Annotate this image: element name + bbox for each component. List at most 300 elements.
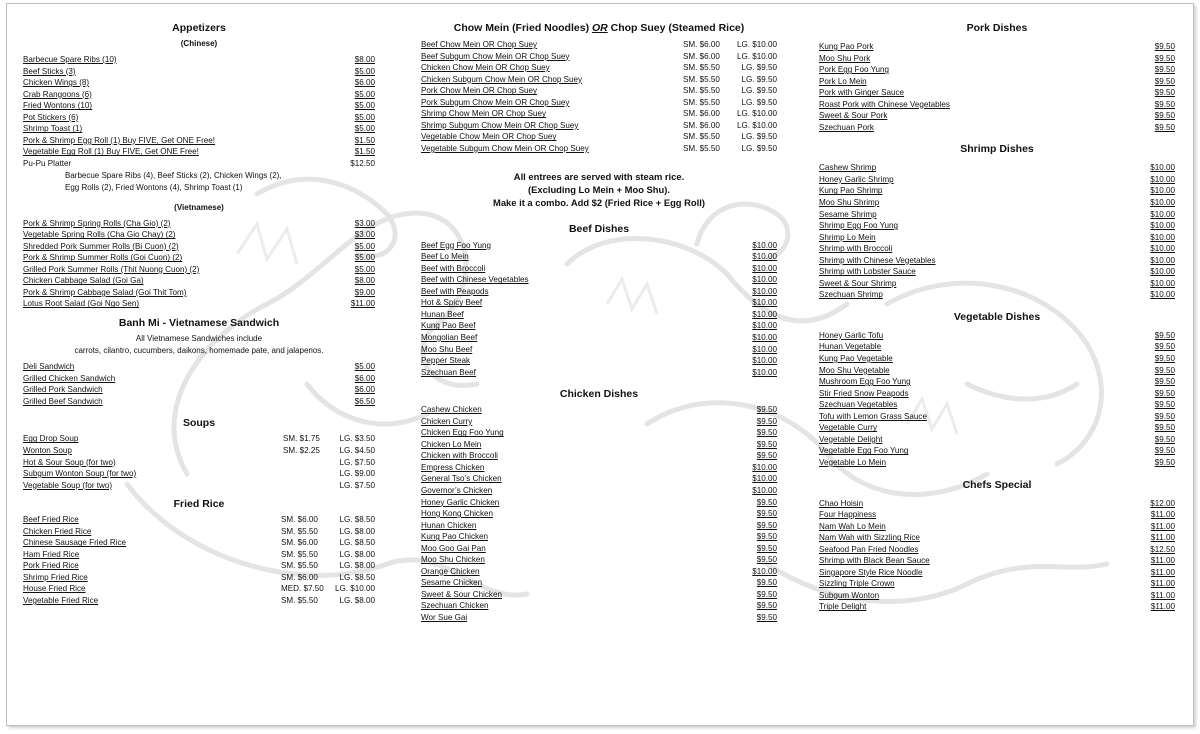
menu-item-row bbox=[819, 544, 1175, 556]
menu-item-small-price: SM. $5.50 bbox=[281, 526, 318, 536]
menu-item-row bbox=[421, 355, 777, 367]
menu-item-row bbox=[23, 572, 375, 584]
menu-item-price: $9.50 bbox=[1154, 354, 1175, 364]
entrees-note bbox=[421, 171, 777, 209]
menu-item-small-price: MED. $7.50 bbox=[281, 584, 324, 594]
menu-item-row bbox=[23, 583, 375, 595]
menu-item-name: Vegetable Chow Mein OR Chop Suey bbox=[421, 132, 557, 142]
menu-item-row bbox=[819, 399, 1175, 411]
menu-item-row bbox=[819, 376, 1175, 388]
menu-item-row bbox=[819, 521, 1175, 533]
menu-item-row bbox=[819, 411, 1175, 423]
menu-item-price: $10.00 bbox=[1150, 186, 1175, 196]
menu-item-name: Kung Pao Pork bbox=[819, 42, 874, 51]
menu-item-price: $10.00 bbox=[752, 332, 777, 342]
menu-item-price: $9.50 bbox=[1154, 42, 1175, 51]
menu-item-price: $5.00 bbox=[354, 362, 375, 372]
menu-item-small-price: SM. $5.50 bbox=[281, 595, 318, 605]
menu-item-name: Roast Pork with Chinese Vegetables bbox=[819, 99, 950, 109]
menu-item-row bbox=[23, 445, 375, 457]
menu-item-price: $10.00 bbox=[752, 321, 777, 331]
menu-item-name: Beef Egg Foo Yung bbox=[421, 240, 492, 250]
menu-item-price: $5.00 bbox=[354, 66, 375, 76]
menu-item-row bbox=[819, 41, 1175, 53]
menu-item-row bbox=[421, 332, 777, 344]
menu-item-row bbox=[421, 263, 777, 275]
menu-item-price: $11.00 bbox=[1150, 556, 1175, 566]
menu-item-small-price: SM. $5.50 bbox=[683, 63, 720, 73]
menu-item-name: Chicken Lo Mein bbox=[421, 439, 482, 449]
vegetable-title: Vegetable Dishes bbox=[953, 310, 1041, 323]
menu-item-large-price: LG. $9.50 bbox=[741, 74, 777, 84]
menu-item-row bbox=[819, 87, 1175, 99]
chow-mein-title bbox=[421, 21, 777, 35]
menu-item-name: Chicken Egg Foo Yung bbox=[421, 428, 504, 438]
platter-note-line: Barbecue Spare Ribs (4), Beef Sticks (2), Chicken Wings (2), bbox=[65, 171, 282, 181]
menu-item-row bbox=[819, 122, 1175, 134]
menu-item-name: Beef Sticks (3) bbox=[23, 66, 76, 76]
menu-item-row bbox=[819, 601, 1175, 613]
menu-item-row bbox=[23, 433, 375, 445]
menu-item-name: Fried Wontons (10) bbox=[23, 101, 93, 111]
menu-item-row bbox=[23, 135, 375, 147]
menu-item-price: $9.50 bbox=[756, 520, 777, 530]
menu-item-small-price: SM. $5.50 bbox=[683, 132, 720, 142]
menu-item-row bbox=[421, 577, 777, 589]
menu-item-large-price: LG. $10.00 bbox=[736, 51, 777, 61]
menu-item-price: $5.00 bbox=[354, 124, 375, 134]
menu-item-large-price: LG. $9.50 bbox=[741, 132, 777, 142]
menu-item-price: $12.00 bbox=[1150, 498, 1175, 508]
menu-page bbox=[6, 3, 1194, 726]
vietnamese-subheading: (Vietnamese) bbox=[174, 202, 224, 212]
menu-item-row bbox=[819, 353, 1175, 365]
menu-item-price: $9.50 bbox=[1154, 400, 1175, 410]
menu-item-name: Governor’s Chicken bbox=[421, 485, 493, 495]
menu-item-name: Empress Chicken bbox=[421, 462, 485, 472]
menu-item-name: Cashew Shrimp bbox=[819, 163, 877, 173]
menu-item-price: $10.00 bbox=[752, 309, 777, 319]
menu-item-name: Beef with Chinese Vegetables bbox=[421, 275, 529, 285]
menu-item-name: Moo Shu Chicken bbox=[421, 555, 485, 565]
menu-item-name: General Tso’s Chicken bbox=[421, 474, 502, 484]
menu-item-price: $12.50 bbox=[350, 158, 375, 168]
menu-item-price: $11.00 bbox=[1150, 602, 1175, 612]
menu-item-price: $9.50 bbox=[1154, 111, 1175, 121]
menu-item-price: $5.00 bbox=[354, 89, 375, 99]
banh-mi-note-line: All Vietnamese Sandwiches include bbox=[135, 334, 263, 344]
menu-item-large-price: LG. $9.50 bbox=[741, 63, 777, 73]
menu-item-name: Honey Garlic Shrimp bbox=[819, 174, 894, 184]
menu-item-price: $10.00 bbox=[1150, 278, 1175, 288]
menu-item-row bbox=[421, 566, 777, 578]
menu-item-large-price: LG. $7.50 bbox=[339, 480, 375, 490]
menu-item-price: $6.00 bbox=[354, 78, 375, 88]
menu-item-row bbox=[23, 537, 375, 549]
menu-item-name: Moo Shu Shrimp bbox=[819, 198, 880, 208]
menu-item-row bbox=[421, 320, 777, 332]
menu-item-row bbox=[819, 457, 1175, 469]
menu-item-large-price: LG. $7.50 bbox=[339, 457, 375, 467]
menu-item-row bbox=[421, 600, 777, 612]
menu-item-large-price: LG. $10.00 bbox=[736, 40, 777, 49]
menu-item-price: $10.00 bbox=[752, 286, 777, 296]
menu-item-name: Pork Lo Mein bbox=[819, 76, 867, 86]
menu-item-name: Grilled Pork Sandwich bbox=[23, 385, 103, 395]
menu-item-small-price: SM. $2.25 bbox=[283, 445, 320, 455]
menu-item-price: $9.50 bbox=[756, 543, 777, 553]
menu-item-price: $9.50 bbox=[1154, 76, 1175, 86]
menu-item-name: Mushroom Egg Foo Yung bbox=[819, 377, 911, 387]
shrimp-title: Shrimp Dishes bbox=[960, 143, 1034, 156]
menu-item-price: $11.00 bbox=[1150, 590, 1175, 600]
menu-item-row bbox=[421, 543, 777, 555]
menu-item-row bbox=[819, 388, 1175, 400]
menu-item-price: $9.50 bbox=[1154, 88, 1175, 98]
menu-column-right bbox=[819, 21, 1175, 613]
menu-item-price: $10.00 bbox=[752, 344, 777, 354]
menu-item-row bbox=[421, 51, 777, 63]
menu-item-row bbox=[23, 112, 375, 124]
menu-item-name: Kung Pao Chicken bbox=[421, 532, 489, 542]
menu-item-row bbox=[421, 251, 777, 263]
banh-mi-note bbox=[23, 333, 375, 356]
menu-item-row bbox=[819, 555, 1175, 567]
menu-item-row bbox=[421, 97, 777, 109]
menu-item-price: $9.50 bbox=[1154, 446, 1175, 456]
menu-item-price: $10.00 bbox=[1150, 221, 1175, 231]
menu-item-price: $3.00 bbox=[354, 218, 375, 228]
menu-item-price: $9.50 bbox=[1154, 457, 1175, 467]
menu-item-price: $10.00 bbox=[752, 298, 777, 308]
menu-item-name: Triple Delight bbox=[819, 602, 867, 612]
menu-item-row bbox=[819, 64, 1175, 76]
menu-item-price: $10.00 bbox=[1150, 198, 1175, 208]
menu-item-name: Vegetable Spring Rolls (Cha Gio Chay) (2) bbox=[23, 230, 176, 240]
menu-item-row bbox=[819, 341, 1175, 353]
menu-item-price: $3.00 bbox=[354, 230, 375, 240]
menu-item-large-price: LG. $9.50 bbox=[741, 143, 777, 153]
menu-item-name: Vegetable Egg Foo Yung bbox=[819, 446, 909, 456]
menu-item-price: $9.50 bbox=[1154, 434, 1175, 444]
menu-item-price: $9.50 bbox=[1154, 53, 1175, 63]
menu-item-name: Hunan Beef bbox=[421, 309, 464, 319]
menu-item-price: $10.00 bbox=[1150, 232, 1175, 242]
menu-item-row bbox=[421, 589, 777, 601]
menu-item-large-price: LG. $8.50 bbox=[339, 572, 375, 582]
menu-item-name: Orange Chicken bbox=[421, 566, 480, 576]
menu-item-row bbox=[421, 404, 777, 416]
menu-item-row bbox=[421, 274, 777, 286]
menu-item-name: Tofu with Lemon Grass Sauce bbox=[819, 411, 927, 421]
menu-item-name: House Fried Rice bbox=[23, 584, 86, 594]
menu-item-price: $10.00 bbox=[752, 474, 777, 484]
menu-item-name: Shrimp Subgum Chow Mein OR Chop Suey bbox=[421, 120, 579, 130]
menu-item-name: Vegetable Subgum Chow Mein OR Chop Suey bbox=[421, 143, 589, 153]
chow-mein-title-a: Chow Mein (Fried Noodles) bbox=[453, 22, 592, 34]
fried-rice-list bbox=[23, 514, 375, 606]
menu-item-row bbox=[23, 252, 375, 264]
menu-item-price: $8.00 bbox=[354, 55, 375, 64]
menu-item-row bbox=[819, 498, 1175, 510]
menu-item-name: Stir Fried Snow Peapods bbox=[819, 388, 909, 398]
menu-item-price: $10.00 bbox=[1150, 290, 1175, 300]
menu-item-name: Vegetable Delight bbox=[819, 434, 883, 444]
menu-item-row bbox=[23, 457, 375, 469]
menu-item-price: $10.00 bbox=[752, 462, 777, 472]
banh-mi-title: Banh Mi - Vietnamese Sandwich bbox=[118, 317, 280, 330]
menu-item-name: Hunan Chicken bbox=[421, 520, 477, 530]
menu-item-row bbox=[819, 185, 1175, 197]
menu-item-large-price: LG. $9.50 bbox=[741, 86, 777, 96]
menu-item-row bbox=[421, 85, 777, 97]
menu-item-price: $10.00 bbox=[752, 240, 777, 250]
menu-item-price: $10.00 bbox=[1150, 163, 1175, 173]
chow-mein-list bbox=[421, 39, 777, 154]
menu-item-small-price: SM. $6.00 bbox=[683, 40, 720, 49]
menu-item-row bbox=[421, 531, 777, 543]
menu-item-name: Sesame Shrimp bbox=[819, 209, 877, 219]
menu-item-row bbox=[819, 578, 1175, 590]
menu-item-price: $6.00 bbox=[354, 373, 375, 383]
menu-item-large-price: LG. $10.00 bbox=[736, 109, 777, 119]
menu-item-name: Beef with Broccoli bbox=[421, 263, 486, 273]
chefs-special-list bbox=[819, 498, 1175, 613]
menu-item-name: Subgum Wonton Soup (for two) bbox=[23, 469, 137, 479]
menu-item-row bbox=[421, 286, 777, 298]
menu-item-row bbox=[819, 434, 1175, 446]
menu-item-price: $10.00 bbox=[752, 566, 777, 576]
menu-item-name: Hot & Sour Soup (for two) bbox=[23, 457, 116, 467]
menu-item-row bbox=[23, 66, 375, 78]
menu-item-large-price: LG. $3.50 bbox=[339, 434, 375, 444]
menu-item-name: Grilled Pork Summer Rolls (Thit Nuong Cuon) (2) bbox=[23, 264, 200, 274]
menu-item-row bbox=[421, 554, 777, 566]
menu-item-row bbox=[421, 344, 777, 356]
platter-note bbox=[23, 170, 375, 193]
menu-item-large-price: LG. $10.00 bbox=[334, 584, 375, 594]
menu-item-price: $9.50 bbox=[756, 578, 777, 588]
menu-item-name: Shrimp with Black Bean Sauce bbox=[819, 556, 930, 566]
menu-item-row bbox=[819, 110, 1175, 122]
menu-item-row bbox=[819, 220, 1175, 232]
menu-item-price: $9.50 bbox=[756, 532, 777, 542]
menu-item-small-price: SM. $6.00 bbox=[683, 120, 720, 130]
menu-item-row bbox=[23, 514, 375, 526]
menu-item-row bbox=[23, 287, 375, 299]
menu-item-small-price: SM. $5.50 bbox=[683, 97, 720, 107]
menu-item-name: Shrimp Egg Foo Yung bbox=[819, 221, 899, 231]
menu-item-price: $9.50 bbox=[756, 405, 777, 415]
appetizers-vietnamese-list bbox=[23, 218, 375, 310]
menu-item-row bbox=[23, 229, 375, 241]
menu-item-price: $9.50 bbox=[1154, 330, 1175, 340]
menu-item-price: $9.50 bbox=[1154, 411, 1175, 421]
menu-item-row bbox=[819, 53, 1175, 65]
menu-item-name: Pork & Shrimp Spring Rolls (Cha Gio) (2) bbox=[23, 218, 171, 228]
menu-item-row bbox=[421, 39, 777, 51]
menu-item-price: $11.00 bbox=[1150, 579, 1175, 589]
menu-item-price: $9.50 bbox=[1154, 65, 1175, 75]
menu-column-left bbox=[23, 21, 375, 607]
menu-item-price: $1.50 bbox=[354, 147, 375, 157]
menu-item-row bbox=[819, 197, 1175, 209]
menu-item-large-price: LG. $8.00 bbox=[339, 561, 375, 571]
menu-item-price: $10.00 bbox=[1150, 174, 1175, 184]
menu-item-name: Shrimp Chow Mein OR Chop Suey bbox=[421, 109, 547, 119]
menu-item-row bbox=[819, 243, 1175, 255]
menu-item-row bbox=[819, 99, 1175, 111]
menu-item-price: $9.00 bbox=[354, 287, 375, 297]
menu-item-row bbox=[23, 361, 375, 373]
menu-item-name: Moo Shu Vegetable bbox=[819, 365, 890, 375]
menu-item-name: Moo Goo Gai Pan bbox=[421, 543, 486, 553]
menu-item-row bbox=[819, 232, 1175, 244]
menu-item-name: Shrimp Fried Rice bbox=[23, 572, 88, 582]
menu-item-small-price: SM. $5.50 bbox=[281, 549, 318, 559]
menu-item-row bbox=[23, 396, 375, 408]
menu-item-large-price: LG. $8.00 bbox=[339, 595, 375, 605]
menu-item-row bbox=[421, 485, 777, 497]
menu-item-small-price: SM. $5.50 bbox=[683, 74, 720, 84]
menu-item-row bbox=[23, 89, 375, 101]
menu-item-name: Singapore Style Rice Noodle bbox=[819, 567, 923, 577]
vegetable-list bbox=[819, 330, 1175, 469]
menu-item-price: $9.50 bbox=[756, 612, 777, 622]
menu-item-name: Mongolian Beef bbox=[421, 332, 478, 342]
menu-item-row bbox=[819, 532, 1175, 544]
menu-item-small-price: SM. $6.00 bbox=[281, 515, 318, 525]
menu-item-price: $9.50 bbox=[756, 416, 777, 426]
menu-item-name: Hot & Spicy Beef bbox=[421, 298, 483, 308]
menu-item-price: $10.00 bbox=[752, 252, 777, 262]
menu-item-price: $9.50 bbox=[756, 497, 777, 507]
menu-item-name: Chinese Sausage Fried Rice bbox=[23, 538, 127, 548]
menu-item-row bbox=[23, 100, 375, 112]
soups-list bbox=[23, 433, 375, 491]
menu-item-name: Beef Fried Rice bbox=[23, 515, 79, 525]
menu-item-name: Beef Subgum Chow Mein OR Chop Suey bbox=[421, 51, 570, 61]
menu-item-name: Chicken Subgum Chow Mein OR Chop Suey bbox=[421, 74, 583, 84]
menu-item-price: $10.00 bbox=[752, 263, 777, 273]
menu-item-price: $11.00 bbox=[1150, 533, 1175, 543]
menu-item-small-price: SM. $5.50 bbox=[683, 143, 720, 153]
menu-item-row bbox=[819, 76, 1175, 88]
menu-item-row bbox=[23, 264, 375, 276]
menu-item-price: $6.00 bbox=[354, 385, 375, 395]
menu-item-name: Pork & Shrimp Summer Rolls (Goi Cuon) (2) bbox=[23, 253, 183, 263]
appetizers-title: Appetizers bbox=[172, 22, 226, 34]
menu-item-price: $8.00 bbox=[354, 276, 375, 286]
menu-item-name: Beef with Peapods bbox=[421, 286, 489, 296]
beef-list bbox=[421, 240, 777, 379]
menu-item-price: $10.00 bbox=[1150, 209, 1175, 219]
menu-item-name: Grilled Chicken Sandwich bbox=[23, 373, 116, 383]
menu-item-price: $11.00 bbox=[350, 299, 375, 309]
menu-item-small-price: SM. $5.50 bbox=[683, 86, 720, 96]
menu-item-name: Pork Fried Rice bbox=[23, 561, 79, 571]
menu-item-row bbox=[819, 278, 1175, 290]
menu-item-row bbox=[421, 473, 777, 485]
menu-item-name: Vegetable Curry bbox=[819, 423, 878, 433]
banh-mi-list bbox=[23, 361, 375, 407]
menu-item-name: Sesame Chicken bbox=[421, 578, 483, 588]
menu-item-row bbox=[23, 468, 375, 480]
menu-item-row bbox=[23, 480, 375, 492]
menu-item-name: Barbecue Spare Ribs (10) bbox=[23, 55, 117, 64]
menu-item-name: Nam Wah with Sizzling Rice bbox=[819, 533, 920, 543]
menu-item-name: Moo Shu Pork bbox=[819, 53, 871, 63]
menu-item-name: Hunan Vegetable bbox=[819, 342, 882, 352]
menu-item-name: Grilled Beef Sandwich bbox=[23, 396, 103, 406]
menu-item-large-price: LG. $8.00 bbox=[339, 526, 375, 536]
menu-item-name: Vegetable Fried Rice bbox=[23, 595, 99, 605]
menu-item-name: Wonton Soup bbox=[23, 445, 72, 455]
menu-item-name: Hong Kong Chicken bbox=[421, 509, 493, 519]
entrees-note-line: All entrees are served with steam rice. bbox=[513, 171, 685, 183]
menu-item-small-price: SM. $6.00 bbox=[683, 51, 720, 61]
menu-item-row bbox=[819, 255, 1175, 267]
menu-item-price: $11.00 bbox=[1150, 567, 1175, 577]
menu-item-row bbox=[819, 365, 1175, 377]
menu-item-price: $9.50 bbox=[1154, 99, 1175, 109]
menu-item-row bbox=[23, 275, 375, 287]
menu-item-row bbox=[421, 74, 777, 86]
menu-item-name: Four Happiness bbox=[819, 510, 877, 520]
menu-item-name: Vegetable Soup (for two) bbox=[23, 480, 113, 490]
menu-item-name: Pork with Ginger Sauce bbox=[819, 88, 905, 98]
menu-item-name: Wor Sue Gai bbox=[421, 612, 468, 622]
menu-item-row bbox=[421, 143, 777, 155]
menu-item-row bbox=[23, 560, 375, 572]
menu-item-price: $9.50 bbox=[756, 439, 777, 449]
menu-item-name: Honey Garlic Chicken bbox=[421, 497, 500, 507]
menu-item-name: Kung Pao Vegetable bbox=[819, 354, 893, 364]
menu-item-price: $9.50 bbox=[1154, 388, 1175, 398]
menu-item-price: $9.50 bbox=[1154, 365, 1175, 375]
menu-item-name: Shrimp Lo Mein bbox=[819, 232, 876, 242]
menu-item-price: $10.00 bbox=[752, 356, 777, 366]
menu-item-name: Kung Pao Beef bbox=[421, 321, 476, 331]
menu-item-name: Shredded Pork Summer Rolls (Bi Cuon) (2) bbox=[23, 241, 179, 251]
menu-item-name: Beef Chow Mein OR Chop Suey bbox=[421, 40, 538, 49]
menu-item-large-price: LG. $9.00 bbox=[339, 469, 375, 479]
menu-item-name: Lotus Root Salad (Goi Ngo Sen) bbox=[23, 299, 140, 309]
platter-note-line: Egg Rolls (2), Fried Wontons (4), Shrimp Toast (1) bbox=[65, 183, 243, 193]
menu-item-price: $5.00 bbox=[354, 101, 375, 111]
chicken-list bbox=[421, 404, 777, 623]
pork-title: Pork Dishes bbox=[966, 22, 1028, 34]
menu-item-large-price: LG. $8.00 bbox=[339, 549, 375, 559]
entrees-note-line: Make it a combo. Add $2 (Fried Rice + Egg Roll) bbox=[493, 196, 705, 208]
menu-item-name: Pork Egg Foo Yung bbox=[819, 65, 890, 75]
fried-rice-title: Fried Rice bbox=[173, 498, 225, 511]
chow-mein-title-or: OR bbox=[591, 22, 608, 34]
menu-item-row bbox=[421, 108, 777, 120]
chinese-subheading: (Chinese) bbox=[180, 39, 218, 48]
menu-item-row bbox=[23, 54, 375, 66]
menu-item-large-price: LG. $10.00 bbox=[736, 120, 777, 130]
menu-item-price: $11.00 bbox=[1150, 521, 1175, 531]
menu-item-row bbox=[421, 62, 777, 74]
menu-item-price: $9.50 bbox=[756, 509, 777, 519]
menu-item-name: Chicken Curry bbox=[421, 416, 473, 426]
chow-mein-title-b: Chop Suey (Steamed Rice) bbox=[607, 22, 745, 34]
menu-item-row bbox=[421, 309, 777, 321]
menu-item-price: $5.00 bbox=[354, 253, 375, 263]
menu-item-row bbox=[23, 526, 375, 538]
menu-item-row bbox=[421, 497, 777, 509]
